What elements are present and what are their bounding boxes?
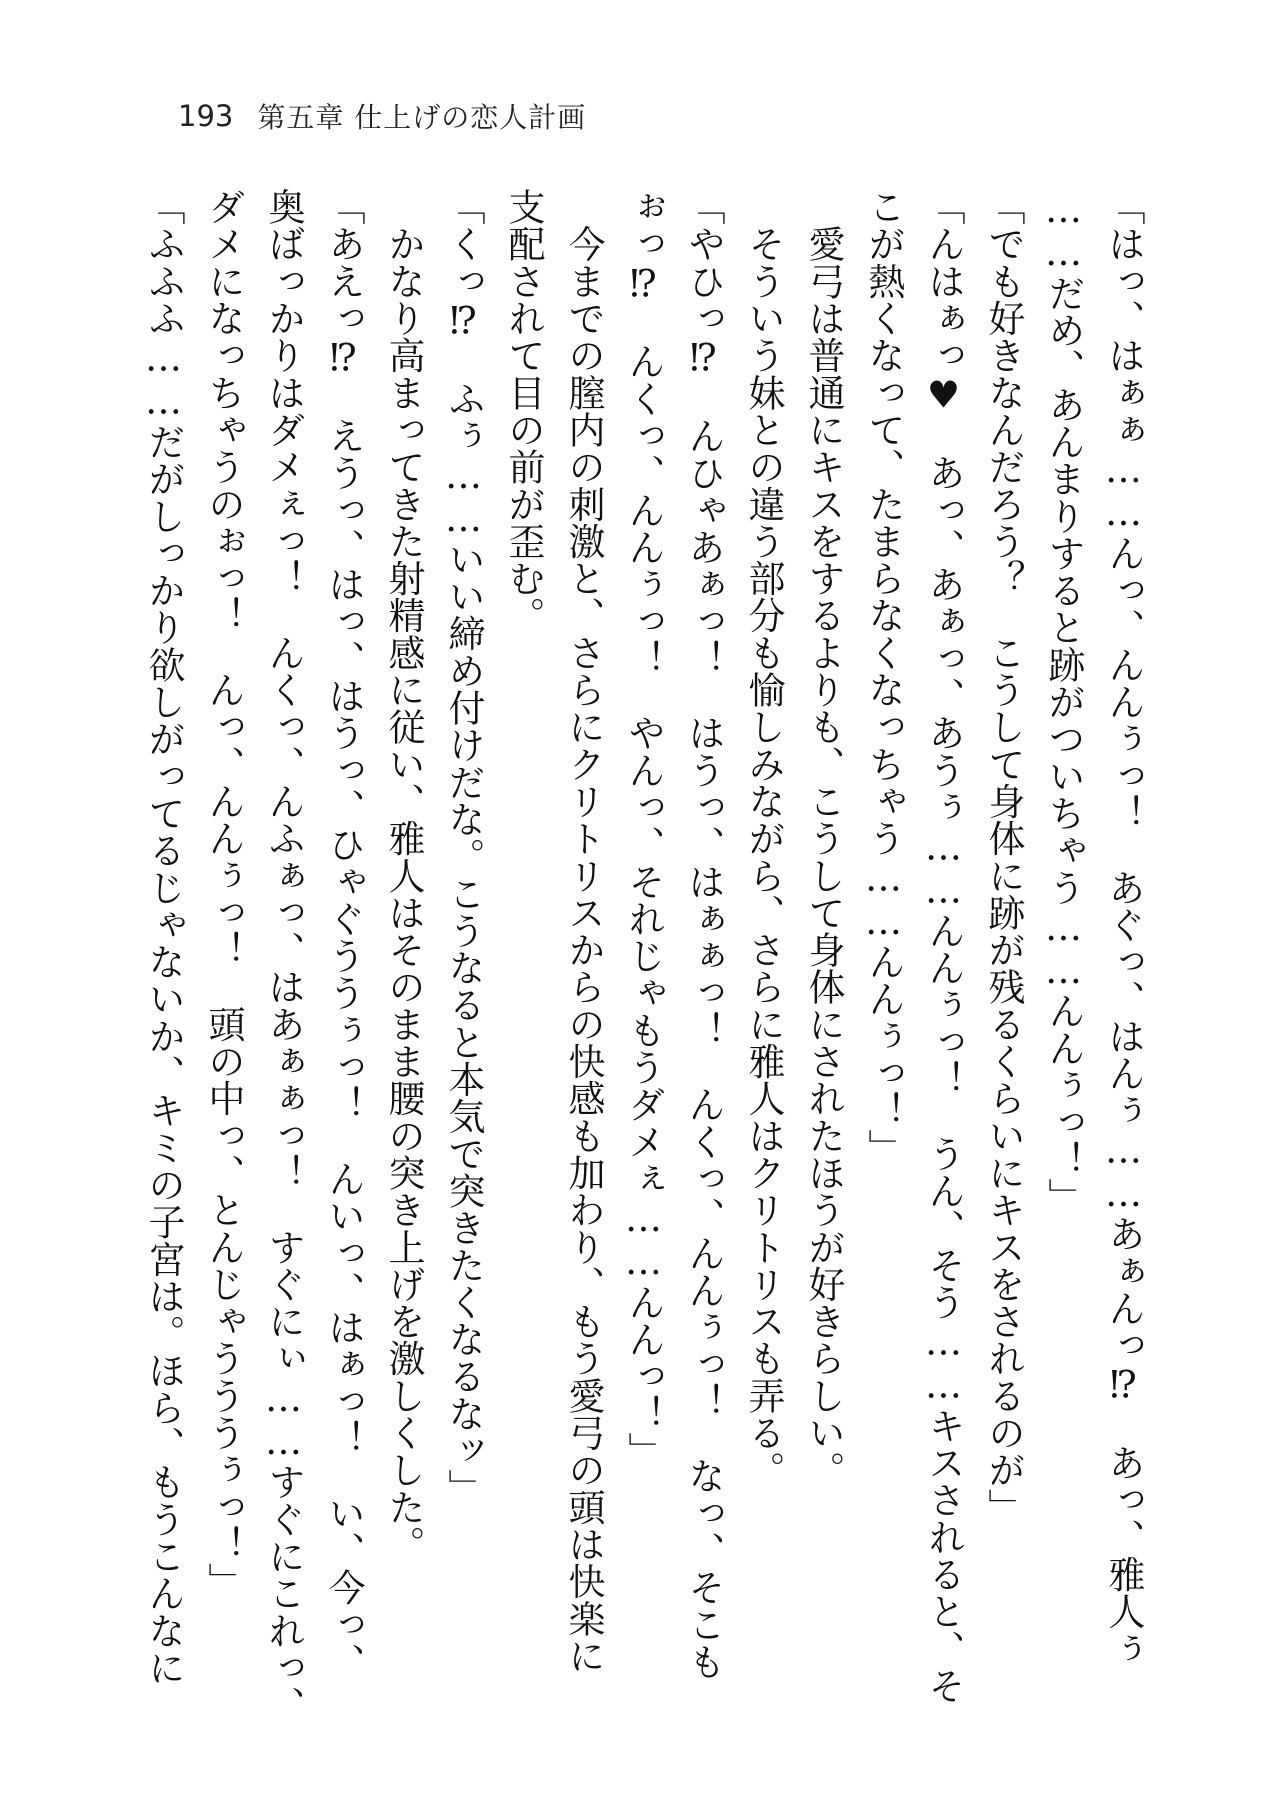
text-line: かなり高まってきた射精感に従い、雅人はそのまま腰の突き上げを激しくした。 (382, 188, 425, 1563)
text-line: 愛弓は普通にキスをするよりも、こうして身体にされたほうが好きらしい。 (802, 188, 845, 1489)
text-line: 「くっ⁉ ふぅ……いい締め付けだな。こうなると本気で突きたくなるなッ」 (442, 188, 485, 1507)
chapter-title: 第五章 仕上げの恋人計画 (257, 101, 587, 134)
text-line: ぉっ⁉ んくっ、んんぅっ！ やんっ、それじゃもうダメぇ……んんっ！」 (622, 188, 665, 1470)
vertical-body-text (132, 188, 1152, 1748)
text-line: 奥ばっかりはダメぇっ！ んくっ、んふぁっ、はあぁぁっ！ すぐにぃ……すぐにこれっ、 (262, 188, 305, 1724)
text-line: 「はっ、はぁぁ……んっ、んんぅっ！ あぐっ、はんぅ……あぁんっ⁉ あっ、雅人ぅ (1102, 188, 1145, 1667)
text-line: ……だめ、あんまりすると跡がついちゃう……んんぅっ！」 (1042, 188, 1085, 1216)
text-line: ダメになっちゃうのぉっ！ んっ、んんぅっ！ 頭の中っ、とんじゃうううぅっ！」 (202, 188, 245, 1600)
text-line: 「ふふふ……だがしっかり欲しがってるじゃないか、キミの子宮は。ほら、もうこんなに (142, 188, 185, 1686)
text-line: 「あえっ⁉ えうっ、はっ、はうっ、ひゃぐううぅっ！ んいっ、はぁっ！ い、今っ、 (322, 188, 365, 1680)
text-line: 今までの膣内の刺激と、さらにクリトリスからの快感も加わり、もう愛弓の頭は快楽に (562, 188, 605, 1674)
text-line: 「でも好きなんだろう？ こうして身体に跡が残るくらいにキスをされるのが」 (982, 188, 1025, 1526)
text-line: 「んはぁっ♥ あっ、あぁっ、あうぅ……んんぅっ！ うん、そう……キスされると、そ (922, 188, 965, 1704)
text-line: こが熱くなって、たまらなくなっちゃう……んんぅっ！」 (862, 188, 905, 1166)
text-line: 「やひっ⁉ んひゃあぁっ！ はうっ、はぁぁっ！ んくっ、んんぅっ！ なっ、そこも (682, 188, 725, 1680)
page-number: 193 (178, 99, 234, 133)
running-header (178, 96, 586, 136)
text-line: そういう妹との違う部分も愉しみながら、さらに雅人はクリトリスも弄る。 (742, 188, 785, 1489)
text-line: 支配されて目の前が歪む。 (502, 188, 545, 634)
